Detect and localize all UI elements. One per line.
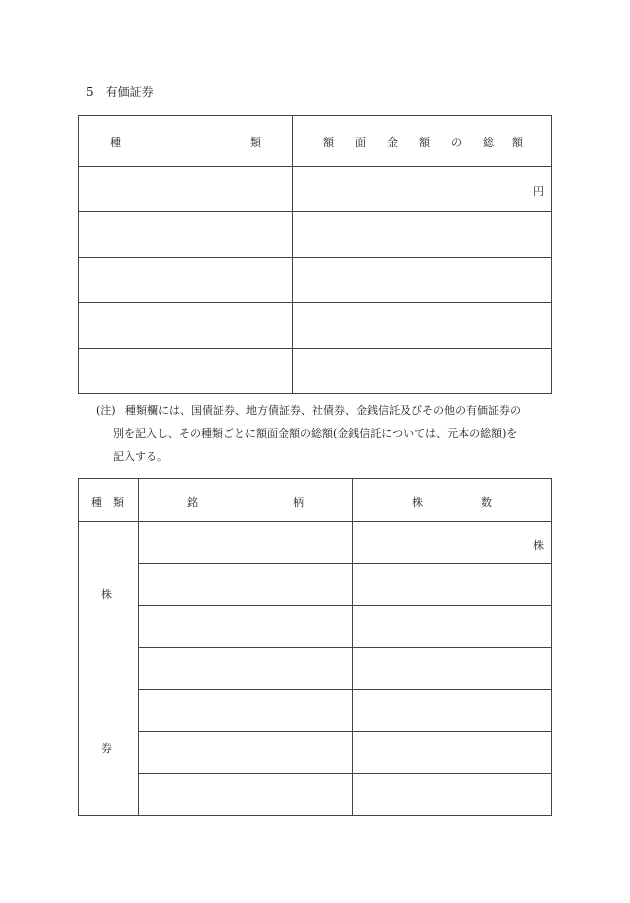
- header-type: 種 類: [91, 496, 124, 509]
- section-title: 5 有価証券: [86, 85, 154, 99]
- header-type-right: 類: [250, 136, 261, 149]
- note-line-3: 記入する。: [113, 450, 168, 463]
- unit-yen: 円: [533, 185, 544, 198]
- unit-shares: 株: [533, 539, 544, 552]
- note-marker: (注): [96, 404, 116, 417]
- header-brand-left: 銘: [187, 496, 198, 509]
- type-char-stock: 株: [101, 588, 112, 601]
- header-amount-char: 面: [355, 136, 366, 149]
- header-amount-char: 金: [387, 136, 398, 149]
- header-amount-char: 額: [512, 136, 523, 149]
- header-amount-char: 額: [323, 136, 334, 149]
- header-brand-right: 柄: [293, 496, 304, 509]
- header-amount-char: 額: [419, 136, 430, 149]
- type-char-certificate: 券: [101, 742, 112, 755]
- note-line-2: 別を記入し、その種類ごとに額面金額の総額(金銭信託については、元本の総額)を: [113, 427, 518, 440]
- header-shares-left: 株: [412, 496, 423, 509]
- note-line-1: 種類欄には、国債証券、地方債証券、社債券、金銭信託及びその他の有価証券の: [125, 404, 521, 417]
- header-shares-right: 数: [481, 496, 492, 509]
- header-amount-char: 総: [483, 136, 494, 149]
- header-type-left: 種: [110, 136, 121, 149]
- header-amount-char: の: [451, 136, 462, 149]
